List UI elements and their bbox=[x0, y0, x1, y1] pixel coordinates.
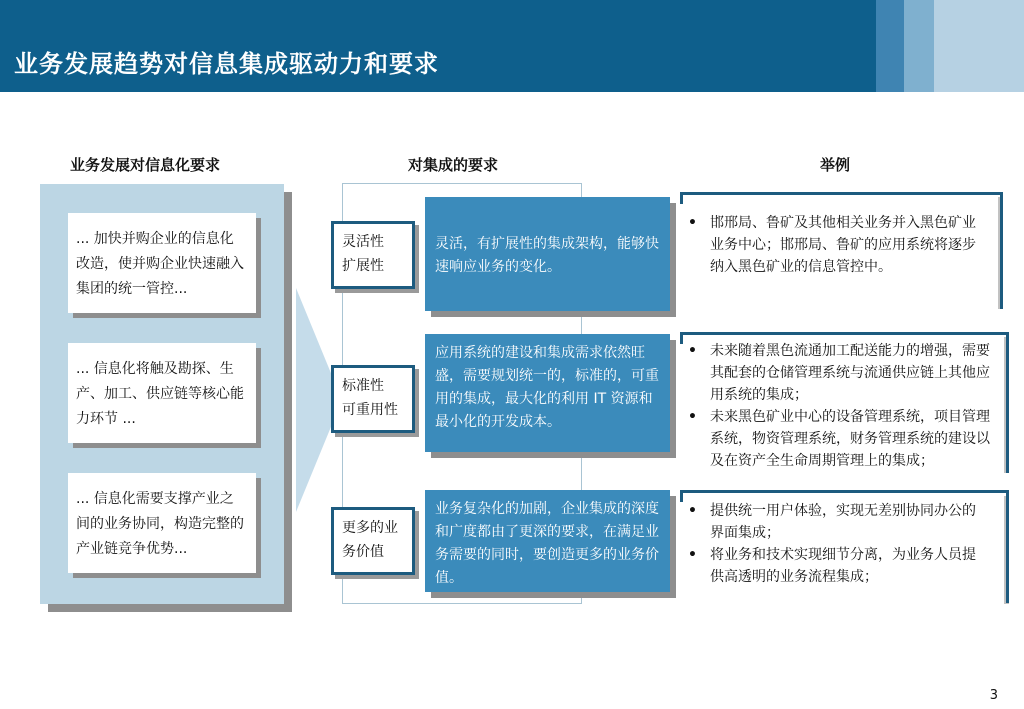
example-list bbox=[684, 500, 984, 588]
example-text: 将业务和技术实现细节分离，为业务人员提供高透明的业务流程集成； bbox=[710, 547, 976, 585]
example-bracket-tick bbox=[680, 490, 683, 502]
header-stripe bbox=[876, 0, 904, 92]
example-item bbox=[684, 212, 988, 278]
note-card: ... 信息化将触及勘探、生产、加工、供应链等核心能力环节 ... bbox=[68, 343, 256, 443]
example-bracket-tick bbox=[680, 192, 683, 204]
example-list bbox=[684, 212, 988, 278]
example-text: 邯邢局、鲁矿及其他相关业务并入黑色矿业业务中心；邯邢局、鲁矿的应用系统将逐步纳入黑色矿业的信息管控中。 bbox=[710, 215, 976, 275]
header-stripe bbox=[934, 0, 1024, 92]
column-heading-middle: 对集成的要求 bbox=[408, 156, 499, 174]
column-heading-left: 业务发展对信息化要求 bbox=[70, 156, 221, 174]
page-title: 业务发展趋势对信息集成驱动力和要求 bbox=[14, 50, 439, 78]
bullet-icon: • bbox=[688, 503, 697, 519]
note-card: ... 加快并购企业的信息化改造，使并购企业快速融入集团的统一管控... bbox=[68, 213, 256, 313]
example-item bbox=[684, 406, 996, 472]
example-item bbox=[684, 500, 984, 544]
header-stripe bbox=[904, 0, 934, 92]
bullet-icon: • bbox=[688, 215, 697, 231]
example-text: 提供统一用户体验，实现无差别协同办公的界面集成； bbox=[710, 503, 976, 541]
bullet-icon: • bbox=[688, 343, 697, 359]
column-heading-right: 举例 bbox=[820, 156, 851, 174]
example-item bbox=[684, 544, 984, 588]
requirement-description: 灵活，有扩展性的集成架构，能够快速响应业务的变化。 bbox=[425, 197, 670, 311]
example-list bbox=[684, 340, 996, 472]
bullet-icon: • bbox=[688, 409, 697, 425]
requirement-description: 应用系统的建设和集成需求依然旺盛，需要规划统一的，标准的，可重用的集成，最大化的利用 IT 资源和最小化的开发成本。 bbox=[425, 334, 670, 452]
note-card: ... 信息化需要支撑产业之间的业务协同，构造完整的产业链竞争优势... bbox=[68, 473, 256, 573]
example-text: 未来黑色矿业中心的设备管理系统，项目管理系统，物资管理系统，财务管理系统的建设以及在资产全生命周期管理上的集成； bbox=[710, 409, 990, 469]
requirement-label: 标准性 可重用性 bbox=[331, 365, 415, 433]
example-bracket-tick bbox=[680, 332, 683, 344]
example-text: 未来随着黑色流通加工配送能力的增强，需要其配套的仓储管理系统与流通供应链上其他应用系统的集成； bbox=[710, 343, 990, 403]
requirement-description: 业务复杂化的加剧，企业集成的深度和广度都由了更深的要求，在满足业务需要的同时，要创造更多的业务价值。 bbox=[425, 490, 670, 592]
requirement-label: 更多的业 务价值 bbox=[331, 507, 415, 575]
requirement-label: 灵活性 扩展性 bbox=[331, 221, 415, 289]
example-item bbox=[684, 340, 996, 406]
bullet-icon: • bbox=[688, 547, 697, 563]
page-number: 3 bbox=[989, 688, 998, 703]
